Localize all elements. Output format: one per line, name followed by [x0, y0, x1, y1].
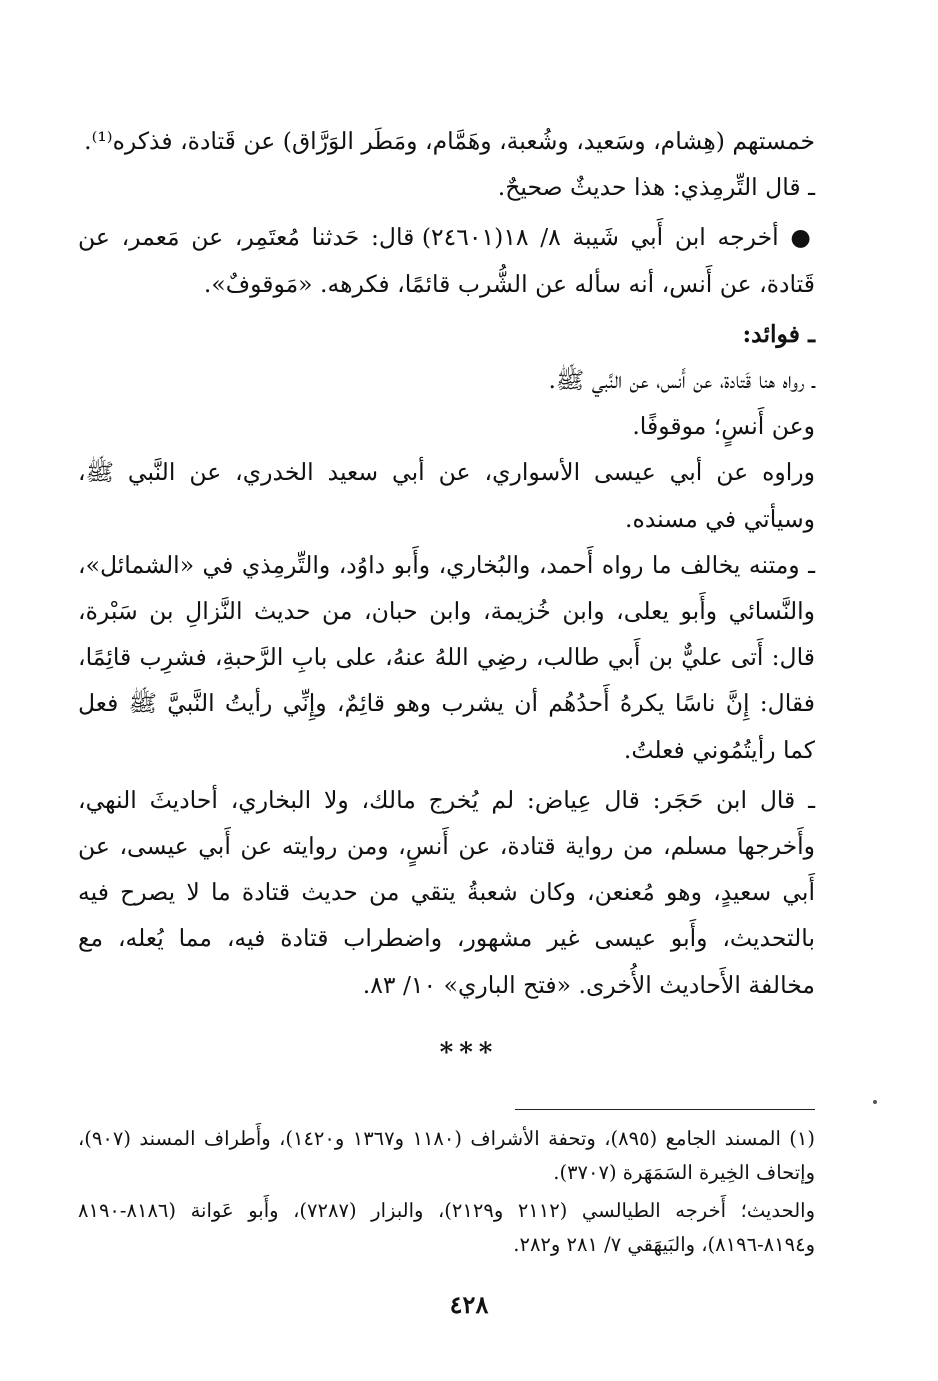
- paragraph-ibn-hajar: ـ قال ابن حَجَر: قال عِياض: لم يُخرج مالك، ولا البخاري، أحاديثَ النهي، وأَخرجها مسلم، من رواية قتادة، عن أَنسٍ، ومن روايته عن أَبي عيسى، عن أَبي سعيدٍ، وهو مُعنعن، وكان شعبةُ يتقي من حديث قتادة ما لا يصرح فيه بالتحديث، وأَبو عيسى غير مشهور، واضطراب قتادة فيه، مما يُعله، مع مخالفة الأَحاديث الأُخرى. «فتح الباري» ١٠/ ٨٣.: [78, 785, 815, 999]
- margin-dot: [873, 1100, 877, 1104]
- paragraph-ibn-abi-shayba: ● أخرجه ابن أَبي شَيبة ٨/ ١٨(٢٤٦٠١) قال: حَدثنا مُعتَمِر، عن مَعمر، عن قَتادة، عن أَنس، أنه سأله عن الشُّرب قائمًا، فكرهه. «مَوقوفٌ».: [78, 223, 815, 298]
- paragraph-riwaya-3: وراوه عن أبي عيسى الأسواري، عن أبي سعيد الخدري، عن النَّبي ﷺ، وسيأتي في مسنده.: [78, 458, 815, 533]
- paragraph-narrators: خمستهم (هِشام، وسَعيد، وشُعبة، وهَمَّام، ومَطَر الوَرَّاق) عن قَتادة، فذكره⁽¹⁾.: [84, 127, 815, 155]
- footnotes: [78, 1122, 815, 1262]
- footnote-1: (١) المسند الجامع (٨٩٥)، وتحفة الأشراف (١١٨٠ و١٣٦٧ و١٤٢٠)، وأَطراف المسند (٩٠٧)، وإتحاف الخِيرة السَمَهَرة (٣٧٠٧).: [78, 1127, 816, 1184]
- main-text: [78, 118, 815, 1008]
- page-number: ٤٢٨: [449, 1290, 489, 1319]
- paragraph-matn: ـ ومتنه يخالف ما رواه أَحمد، والبُخاري، وأَبو داوُد، والتِّرمِذي في «الشمائل»، والنَّسائي وأَبو يعلى، وابن خُزيمة، وابن حبان، من حديث النَّزالِ بن سَبْرة، قال: أَتى عليٌّ بن أَبي طالب، رضِي اللهُ عنهُ، على بابِ الرَّحبةِ، فشرِب قائِمًا، فقال: إِنَّ ناسًا يكرهُ أَحدُهُم أن يشرب وهو قائِمٌ، وإِنِّي رأيتُ النَّبيَّ ﷺ فعل كما رأيتُمُوني فعلتُ.: [78, 550, 815, 764]
- paragraph-riwaya-2: وعن أَنسٍ؛ موقوفًا.: [632, 412, 815, 441]
- section-heading-benefits: ـ فوائد:: [742, 319, 815, 348]
- footnote-2: والحديث؛ أَخرجه الطيالسي (٢١١٢ و٢١٢٩)، والبزار (٧٢٨٧)، وأَبو عَوانة (٨١٨٦-٨١٩٠ و٨١٩٤-٨١٩٦)، والبَيهَقي ٧/ ٢٨١ و٢٨٢.: [78, 1199, 815, 1256]
- paragraph-riwaya-1: ـ رواه هنا قَتادة، عن أَنس، عن النَّبي ﷺ.: [548, 366, 815, 395]
- paragraph-tirmidhi-verdict: ـ قال التِّرمِذي: هذا حديثٌ صحيحٌ.: [497, 173, 815, 202]
- section-separator: ***: [439, 1038, 499, 1068]
- footnote-divider: [515, 1109, 815, 1110]
